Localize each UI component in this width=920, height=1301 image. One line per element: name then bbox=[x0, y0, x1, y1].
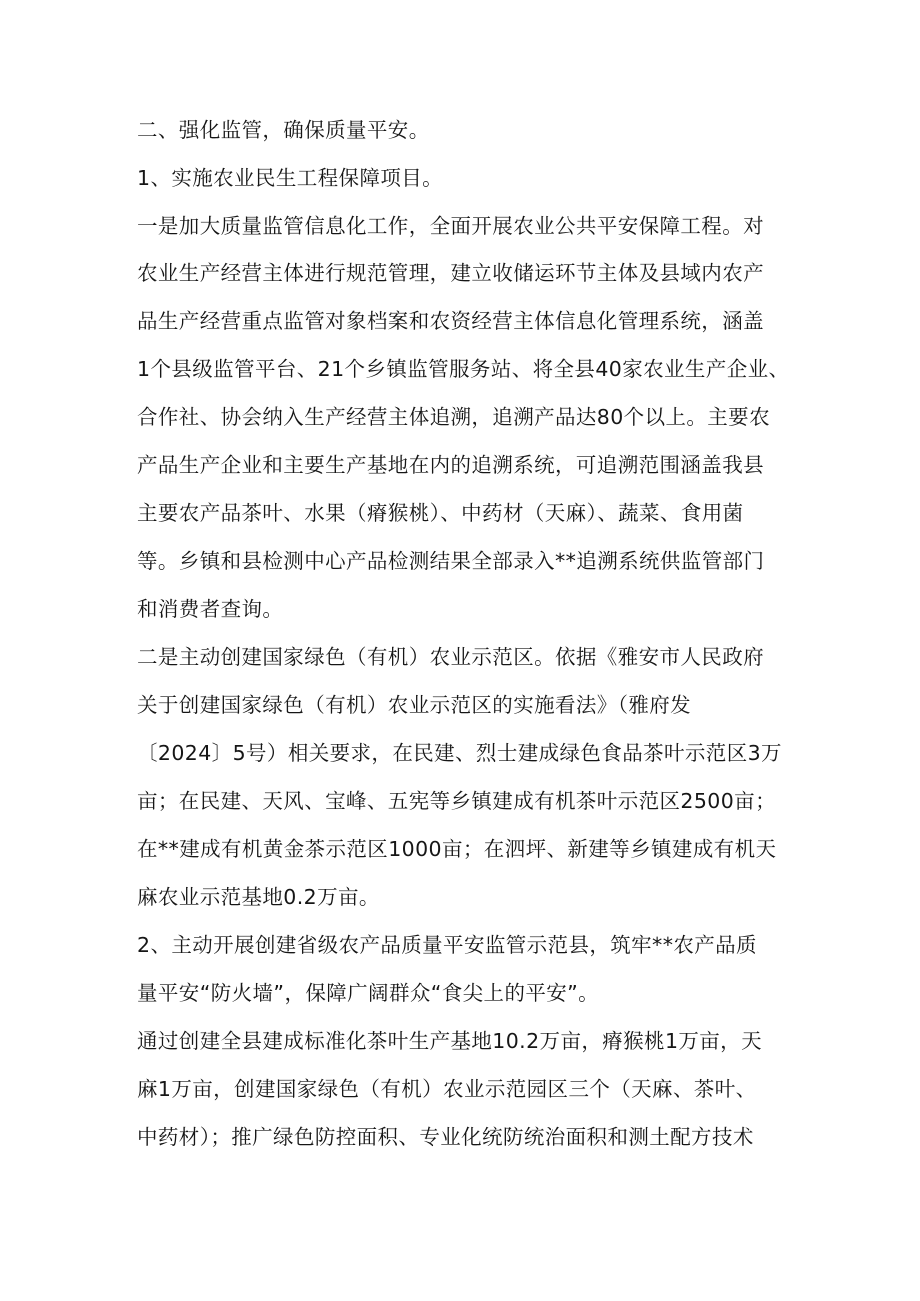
body-line: 农业生产经营主体进行规范管理，建立收储运环节主体及县域内农产 bbox=[137, 261, 764, 285]
body-line: 和消费者查询。 bbox=[137, 597, 284, 621]
body-line: 〔2024〕5号）相关要求，在民建、烈士建成绿色食品茶叶示范区3万 bbox=[137, 741, 782, 765]
body-line: 二是主动创建国家绿色（有机）农业示范区。依据《雅安市人民政府 bbox=[137, 645, 764, 669]
body-line: 主要农产品茶叶、水果（瘠猴桃）、中药材（天麻）、蔬菜、食用菌 bbox=[137, 501, 744, 525]
body-line: 中药材）；推广绿色防控面积、专业化统防统治面积和测土配方技术 bbox=[137, 1125, 754, 1149]
body-line: 1个县级监管平台、21个乡镇监管服务站、将全县40家农业生产企业、 bbox=[137, 357, 790, 381]
body-line: 关于创建国家绿色（有机）农业示范区的实施看法》（雅府发 bbox=[137, 693, 692, 717]
body-line: 合作社、协会纳入生产经营主体追溯，追溯产品达80个以上。主要农 bbox=[137, 405, 770, 429]
subsection-heading: 2、主动开展创建省级农产品质量平安监管示范县，筑牢**农产品质 bbox=[137, 933, 757, 957]
subsection-heading: 1、实施农业民生工程保障项目。 bbox=[137, 166, 444, 190]
body-line: 量平安“防火墙”，保障广阔群众“食尖上的平安”。 bbox=[137, 981, 600, 1005]
body-line: 在**建成有机黄金茶示范区1000亩；在泗坪、新建等乡镇建成有机天 bbox=[137, 837, 777, 861]
body-line: 通过创建全县建成标准化茶叶生产基地10.2万亩，瘠猴桃1万亩，天 bbox=[137, 1029, 762, 1053]
body-line: 亩；在民建、天风、宝峰、五宪等乡镇建成有机茶叶示范区2500亩； bbox=[137, 789, 776, 813]
body-line: 一是加大质量监管信息化工作，全面开展农业公共平安保障工程。对 bbox=[137, 214, 764, 238]
body-line: 品生产经营重点监管对象档案和农资经营主体信息化管理系统，涵盖 bbox=[137, 309, 764, 333]
section-heading: 二、强化监管，确保质量平安。 bbox=[137, 118, 430, 142]
body-line: 产品生产企业和主要生产基地在内的追溯系统，可追溯范围涵盖我县 bbox=[137, 453, 764, 477]
body-line: 麻1万亩，创建国家绿色（有机）农业示范园区三个（天麻、茶叶、 bbox=[137, 1077, 757, 1101]
body-line: 等。乡镇和县检测中心产品检测结果全部录入**追溯系统供监管部门 bbox=[137, 549, 765, 573]
body-line: 麻农业示范基地0.2万亩。 bbox=[137, 885, 380, 909]
